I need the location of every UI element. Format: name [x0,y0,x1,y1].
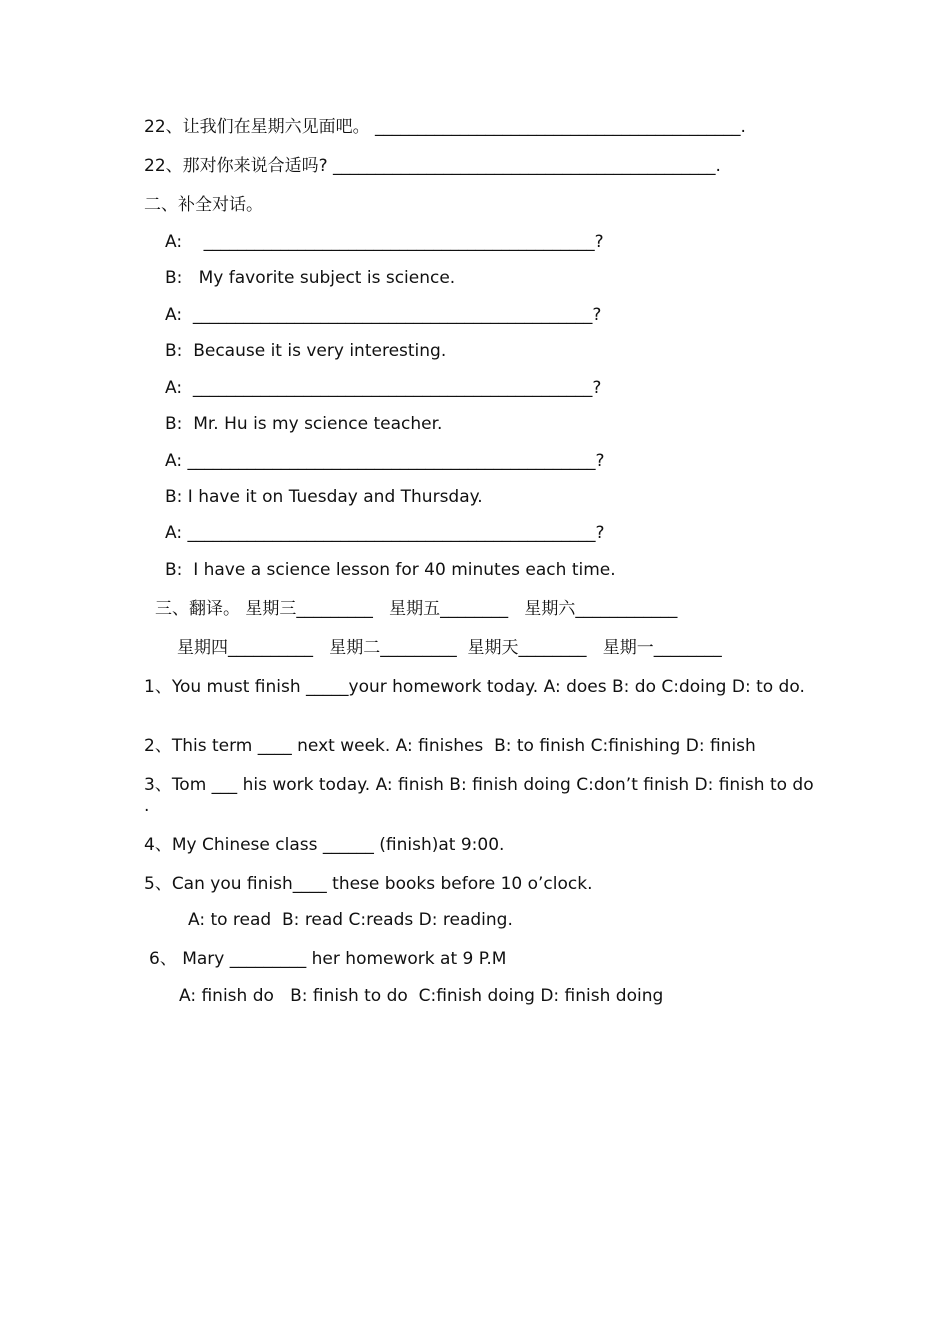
q22-saturday-meet: 22、让我们在星期六见面吧。 ___________________________________________. [144,117,746,137]
dialog-line: B: Because it is very interesting. [165,341,447,361]
question-4: 4、My Chinese class ______ (finish)at 9:00. [144,835,505,855]
question-1: 1、You must finish _____your homework today. A: does B: do C:doing D: to do. [144,677,805,697]
dialog-line: B: I have it on Tuesday and Thursday. [165,487,483,507]
dialog-line: A: ________________________________________________? [165,451,605,471]
dialog-line: B: I have a science lesson for 40 minutes each time. [165,560,616,580]
question-5-options: A: to read B: read C:reads D: reading. [188,910,513,930]
dialog-line: A: ________________________________________________? [165,523,605,543]
section-3-translate-line-2: 星期四__________ 星期二_________ 星期天________ 星期一________ [177,638,722,658]
q22-suitable: 22、那对你来说合适吗? _____________________________________________. [144,156,721,176]
dialog-line: A: ______________________________________________? [165,232,604,252]
question-6: 6、 Mary _________ her homework at 9 P.M [149,949,507,969]
question-5: 5、Can you finish____ these books before 10 o’clock. [144,874,593,894]
question-2: 2、This term ____ next week. A: finishes B: to finish C:finishing D: finish [144,736,756,756]
dialog-line: B: My favorite subject is science. [165,268,456,288]
dialog-line: B: Mr. Hu is my science teacher. [165,414,443,434]
section-2-heading: 二、补全对话。 [144,195,263,215]
question-3: 3、Tom ___ his work today. A: finish B: finish doing C:don’t finish D: finish to do . [144,775,814,816]
section-3-translate-line-1: 三、翻译。 星期三_________ 星期五________ 星期六____________ [155,599,678,619]
dialog-line: A: _______________________________________________? [165,305,602,325]
question-6-options: A: finish do B: finish to do C:finish doing D: finish doing [179,986,664,1006]
dialog-line: A: _______________________________________________? [165,378,602,398]
